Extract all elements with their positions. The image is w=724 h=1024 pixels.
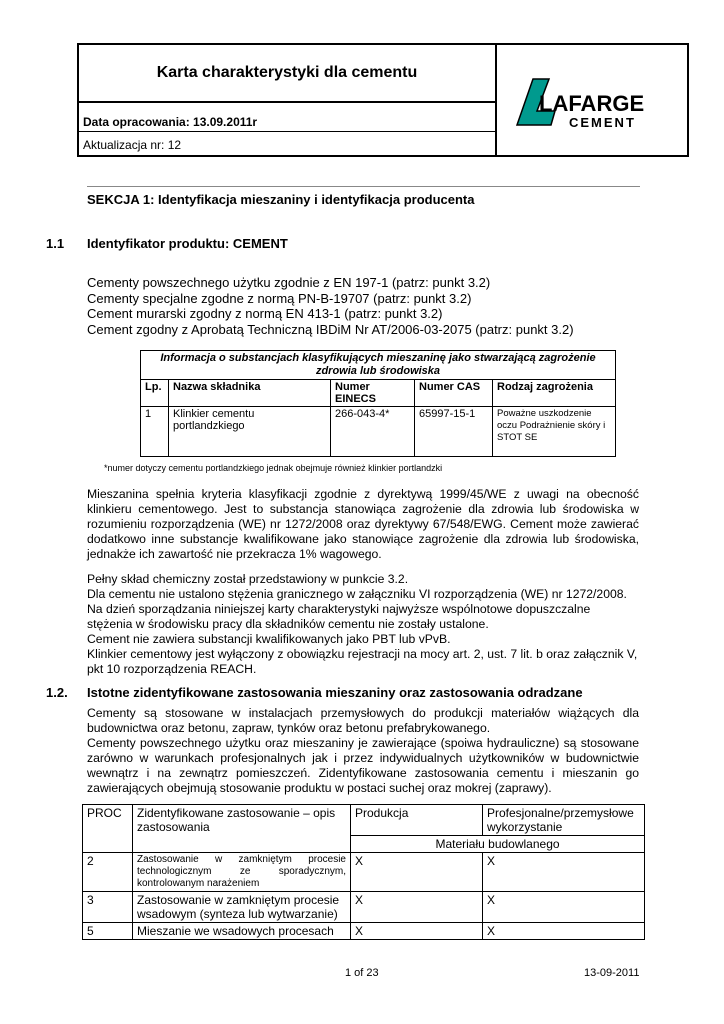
paragraph-line: Na dzień sporządzania niniejszej karty charakterystyki najwyższe wspólnotowe dopuszczalne stężenia w środowisku pracy dla składników cementu nie zostały ustalone.: [87, 602, 591, 631]
cement-type-line: Cementy specjalne zgodne z normą PN-B-19707 (patrz: punkt 3.2): [87, 290, 472, 306]
update-number: Aktualizacja nr: 12: [83, 138, 182, 152]
subsection-number-1-2: 1.2.: [46, 685, 68, 700]
document-title: Karta charakterystyki dla cementu: [79, 45, 495, 103]
table-row: [141, 407, 616, 457]
cell-hazard: Poważne uszkodzenie oczu Podrażnienie skóry i STOT SE: [493, 407, 616, 457]
paragraph-text: Cementy są stosowane w instalacjach przemysłowych do produkcji materiałów wiążących dla budownictwa oraz betonu, zapraw, tynków oraz betonu prefabrykowanego.: [87, 706, 639, 735]
col-header-cas: Numer CAS: [415, 380, 493, 407]
header-left-panel: [79, 45, 497, 155]
header-divider: [79, 131, 495, 132]
cell-einecs: 266-043-4*: [331, 407, 415, 457]
page-number: 1 of 23: [345, 967, 379, 979]
table-caption: Informacja o substancjach klasyfikujących mieszaninę jako stwarzającą zagrożenie zdrowia lub środowiska: [141, 351, 616, 380]
col-header-proc: PROC: [83, 805, 133, 853]
cell-description: Zastosowanie w zamkniętym procesie technologicznym ze sporadycznym, kontrolowanym narażeniem: [133, 853, 351, 892]
col-header-production: Produkcja: [351, 805, 483, 836]
paragraph-line: Pełny skład chemiczny został przedstawiony w punkcie 3.2.: [87, 572, 409, 586]
col-subheader-material: Materiału budowlanego: [351, 836, 645, 853]
lafarge-logo-icon: [497, 45, 687, 155]
preparation-date: Data opracowania: 13.09.2011r: [83, 115, 258, 129]
col-header-name: Nazwa składnika: [169, 380, 331, 407]
table-row: [83, 892, 645, 923]
lafarge-logo: [497, 45, 687, 155]
cell-description: Mieszanie we wsadowych procesach: [133, 923, 351, 940]
hazardous-substances-table: [140, 350, 616, 457]
cell-production: X: [351, 892, 483, 923]
col-header-hazard: Rodzaj zagrożenia: [493, 380, 616, 407]
cement-type-line: Cement zgodny z Aprobatą Techniczną IBDiM Nr AT/2006-03-2075 (patrz: punkt 3.2): [87, 321, 574, 337]
document-header: [77, 43, 689, 157]
paragraph-line: Klinkier cementowy jest wyłączony z obowiązku rejestracji na mocy art. 2, ust. 7 lit. b oraz załącznik V, pkt 10 rozporządzenia REACH.: [87, 647, 638, 676]
cement-type-line: Cement murarski zgodny z normą EN 413-1 (patrz: punkt 3.2): [87, 306, 443, 321]
cell-proc: 2: [83, 853, 133, 892]
paragraph-text: Cementy powszechnego użytku oraz mieszaniny je zawierające (spoiwa hydrauliczne) są stosowane zarówno w warunkach profesjonalnych jak i przez indywidualnych użytkowników w budownictwie wewnątrz i na zewnątrz pomieszczeń. Zidentyfikowane zastosowania cementu i mieszanin go zawierających obejmują stosowanie produktu w postaci suchej oraz mokrej (zaprawy).: [87, 736, 639, 795]
cell-cas: 65997-15-1: [415, 407, 493, 457]
classification-paragraph: [87, 487, 639, 562]
table-row: [83, 923, 645, 940]
logo-text-bottom: CEMENT: [569, 115, 636, 130]
composition-paragraph: [87, 572, 639, 677]
uses-table: [82, 804, 645, 940]
col-header-professional: Profesjonalne/przemysłowe wykorzystanie: [483, 805, 645, 836]
col-header-einecs: Numer EINECS: [331, 380, 415, 407]
table-footnote: *numer dotyczy cementu portlandzkiego jednak obejmuje również klinkier portlandzki: [104, 463, 443, 473]
logo-text-top: LAFARGE: [539, 91, 645, 116]
col-header-use: Zidentyfikowane zastosowanie – opis zastosowania: [133, 805, 351, 853]
cell-proc: 5: [83, 923, 133, 940]
cell-professional: X: [483, 853, 645, 892]
paragraph-text: Mieszanina spełnia kryteria klasyfikacji zgodnie z dyrektywą 1999/45/WE z uwagi na obecność klinkieru cementowego. Jest to substancja stanowiąca zagrożenie dla zdrowia lub środowiska w rozumieniu rozporządzenia (WE) nr 1272/2008 oraz dyrektywy 67/548/EWG. Cement może zawierać dodatkowo inne substancje kwalifikowane jako stanowiące zagrożenie dla zdrowia lub środowiska, jednakże ich zawartość nie przekracza 1% wagowego.: [87, 487, 639, 561]
cement-types-list: [87, 275, 574, 337]
subsection-title-1-1: Identyfikator produktu: CEMENT: [87, 236, 288, 251]
paragraph-line: Dla cementu nie ustalono stężenia granicznego w załączniku VI rozporządzenia (WE) nr 1272/2008.: [87, 587, 627, 601]
paragraph-line: Cement nie zawiera substancji kwalifikowanych jako PBT lub vPvB.: [87, 632, 451, 646]
col-header-lp: Lp.: [141, 380, 169, 407]
cement-type-line: Cementy powszechnego użytku zgodnie z EN 197-1 (patrz: punkt 3.2): [87, 275, 491, 290]
cell-production: X: [351, 853, 483, 892]
section1-title: SEKCJA 1: Identyfikacja mieszaniny i identyfikacja producenta: [87, 192, 475, 207]
table-row: [83, 853, 645, 892]
cell-production: X: [351, 923, 483, 940]
footer-date: 13-09-2011: [584, 967, 640, 979]
cell-professional: X: [483, 923, 645, 940]
cell-professional: X: [483, 892, 645, 923]
section-divider: [87, 186, 640, 187]
cell-name: Klinkier cementu portlandzkiego: [169, 407, 331, 457]
subsection-number-1-1: 1.1: [46, 236, 65, 251]
cell-lp: 1: [141, 407, 169, 457]
cell-description: Zastosowanie w zamkniętym procesie wsadowym (synteza lub wytwarzanie): [133, 892, 351, 923]
subsection-title-1-2: Istotne zidentyfikowane zastosowania mieszaniny oraz zastosowania odradzane: [87, 685, 583, 700]
uses-paragraph: [87, 706, 639, 796]
cell-proc: 3: [83, 892, 133, 923]
